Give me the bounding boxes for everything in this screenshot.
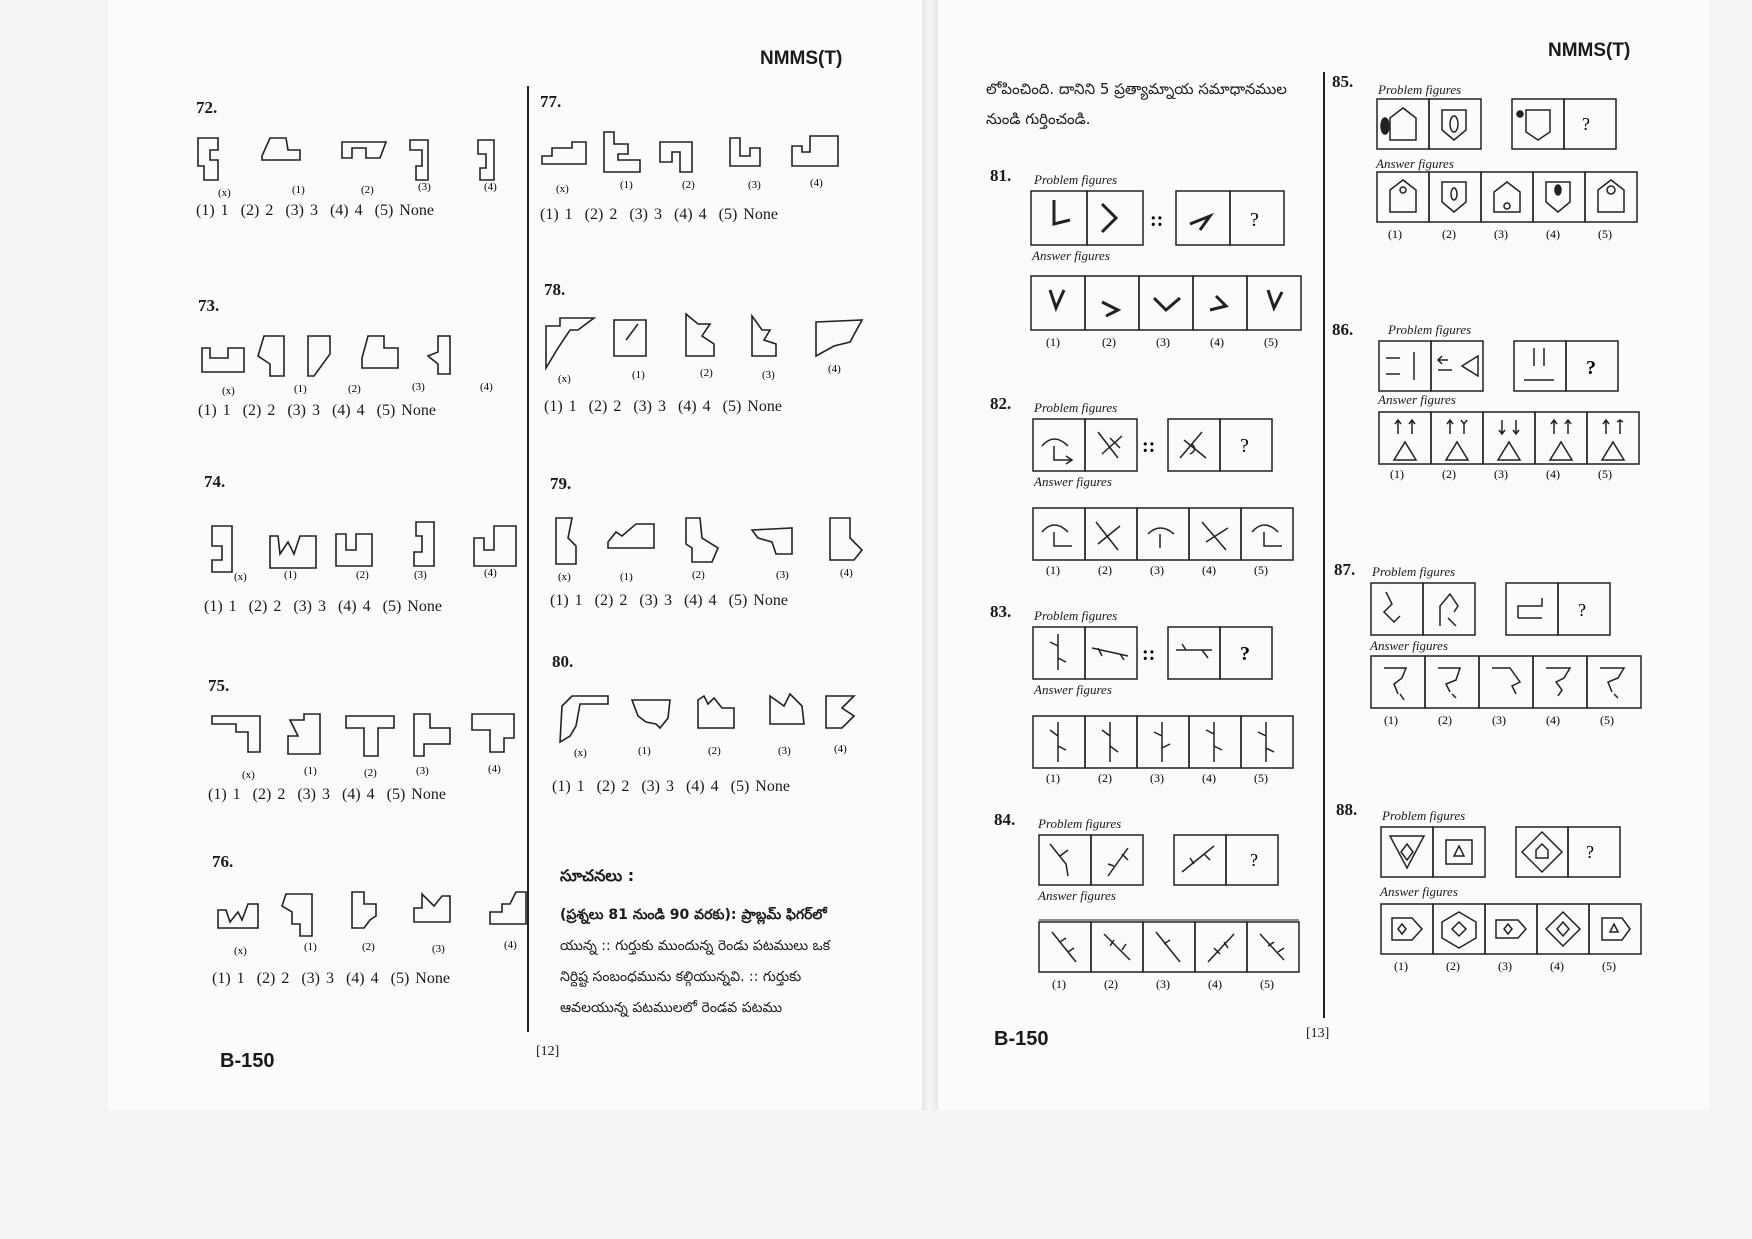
svg-text:(3): (3) [776,569,789,581]
svg-text:(x): (x) [574,747,587,759]
question-83 [990,602,1310,785]
svg-text:(x): (x) [556,183,569,195]
svg-text:::: :: [1142,643,1156,665]
question-number: 79. [550,474,572,493]
figure-1 [608,524,654,548]
svg-text:?: ? [1582,114,1590,134]
instruction-line: నిర్దిష్ట సంబంధమును కల్గియున్నవి. :: గుర్తుకు [560,969,802,985]
right-page-header: NMMS(T) [1548,40,1631,61]
svg-text:(2): (2) [1438,713,1452,727]
svg-text:?: ? [1250,209,1259,231]
question-74-figures [204,502,534,582]
answer-options: (1) 1 (2) 2 (3) 3 (4) 4 (5) None [196,202,434,219]
figure-3 [410,140,428,180]
figure-2 [346,716,394,756]
svg-text:(4): (4) [828,363,841,375]
instruction-line: యున్న :: గుర్తుకు ముందున్న రెండు పటములు ఒక [560,938,831,954]
figure-x [202,348,244,372]
svg-text:(4): (4) [1202,563,1216,577]
svg-text:?: ? [1240,435,1249,457]
figure-2 [686,314,714,356]
question-number: 83. [990,602,1012,621]
figure-label: (1) [292,184,305,196]
question-number: 78. [544,280,566,299]
svg-text:(5): (5) [1602,959,1616,973]
svg-text:(4): (4) [834,743,847,755]
svg-text:(5): (5) [1254,771,1268,785]
figure-x [212,716,260,752]
svg-text:(1): (1) [620,571,633,583]
question-number: 84. [994,810,1016,829]
question-87-figures [1370,582,1660,732]
svg-text:(1): (1) [284,569,297,581]
problem-figures-label: Problem figures [1038,816,1122,831]
problem-figures-label: Problem figures [1034,172,1118,187]
svg-text:(1): (1) [304,765,317,777]
figure-3 [414,522,434,566]
right-page-number: [13] [1306,1026,1330,1041]
figure-2 [352,892,376,928]
svg-text:(2): (2) [708,745,721,757]
problem-figures-label: Problem figures [1388,322,1472,337]
question-number: 88. [1336,800,1358,819]
right-footer-code: B-150 [994,1028,1049,1050]
question-76-figures [212,882,542,962]
figure-3 [362,336,398,368]
question-number: 81. [990,166,1012,185]
question-number: 77. [540,92,562,111]
figure-2 [660,142,692,172]
svg-text:(4): (4) [1546,713,1560,727]
figure-4 [830,518,862,560]
instruction-line: (ప్రశ్నలు 81 నుండి 90 వరకు): ప్రాబ్లమ్ ఫిగర్‌లో [560,907,827,923]
svg-text:(5): (5) [1598,467,1612,481]
svg-text:(3): (3) [748,179,761,191]
svg-text:(1): (1) [620,179,633,191]
instruction-line: ఆవలయున్న పటములలో రెండవ పటము [560,1000,783,1016]
figure-3 [730,138,760,166]
question-79-figures [550,504,880,584]
question-number: 76. [212,852,234,871]
figure-label: (x) [218,187,231,199]
svg-text:(4): (4) [480,381,493,393]
svg-text:(3): (3) [1156,977,1170,991]
svg-text:(3): (3) [762,369,775,381]
question-number: 85. [1332,72,1354,91]
svg-text:(2): (2) [1102,335,1116,349]
figure-4 [826,696,854,728]
svg-text:(3): (3) [778,745,791,757]
svg-text:(1): (1) [632,369,645,381]
instructions-title: సూచనలు : [560,866,635,885]
svg-text:(x): (x) [558,571,571,583]
problem-figures-label: Problem figures [1034,400,1118,415]
question-78-figures [544,310,874,390]
svg-text:(4): (4) [840,567,853,579]
svg-text:(2): (2) [1104,977,1118,991]
left-page-number: [12] [536,1044,560,1059]
answer-options: (1) 1 (2) 2 (3) 3 (4) 4 (5) None [208,786,446,803]
question-72-figures [196,128,526,198]
svg-text:(1): (1) [304,941,317,953]
svg-text:(x): (x) [234,571,247,583]
svg-text:(2): (2) [700,367,713,379]
figure-1 [282,894,312,936]
figure-x [546,318,594,368]
figure-4 [478,140,494,180]
figure-3 [414,894,450,922]
problem-figures-label: Problem figures [1372,564,1456,579]
svg-text:(4): (4) [484,567,497,579]
figure-x [556,518,576,564]
question-88 [1336,800,1676,980]
svg-text:?: ? [1250,850,1258,870]
answer-options: (1) 1 (2) 2 (3) 3 (4) 4 (5) None [544,398,782,415]
svg-text:(1): (1) [1390,467,1404,481]
svg-text:(3): (3) [414,569,427,581]
svg-text:(1): (1) [1046,563,1060,577]
svg-text:(2): (2) [1442,227,1456,241]
figure-2 [336,534,372,566]
svg-text:(1): (1) [1394,959,1408,973]
svg-text:(1): (1) [1046,335,1060,349]
question-77-figures [540,122,870,202]
svg-text:(5): (5) [1598,227,1612,241]
figure-x [198,138,218,180]
figure-4 [816,320,862,356]
question-75-figures [208,706,538,786]
left-footer-code: B-150 [220,1050,275,1072]
svg-text:?: ? [1586,357,1596,379]
figure-x [212,526,232,572]
svg-text:(2): (2) [1446,959,1460,973]
left-page-header: NMMS(T) [760,48,843,69]
question-number: 74. [204,472,226,491]
svg-text:(4): (4) [1546,467,1560,481]
figure-4 [474,526,516,566]
svg-text:(3): (3) [1498,959,1512,973]
svg-text:::: :: [1150,209,1164,231]
question-85-figures [1376,98,1666,248]
question-81 [990,166,1310,349]
figure-x [218,904,258,928]
svg-text:(1): (1) [1388,227,1402,241]
figure-1 [632,700,670,728]
svg-text:(4): (4) [504,939,517,951]
answer-figures-label: Answer figures [1032,248,1110,263]
figure-3 [414,714,450,756]
question-81-figures [1030,190,1310,349]
answer-options: (1) 1 (2) 2 (3) 3 (4) 4 (5) None [198,402,436,419]
answer-figures-label: Answer figures [1370,638,1448,653]
question-85 [1332,72,1672,252]
figure-x [542,142,586,164]
svg-text:?: ? [1578,600,1586,620]
svg-text:(5): (5) [1254,563,1268,577]
question-number: 80. [552,652,574,671]
figure-1 [262,138,300,160]
question-84 [994,810,1314,990]
question-86 [1332,320,1672,500]
svg-text:(2): (2) [1098,563,1112,577]
svg-text:(3): (3) [432,943,445,955]
svg-text:(3): (3) [1494,467,1508,481]
svg-text:(2): (2) [364,767,377,779]
svg-text:(2): (2) [692,569,705,581]
question-number: 73. [198,296,220,315]
svg-text:?: ? [1240,643,1250,665]
svg-text:(4): (4) [1208,977,1222,991]
figure-4 [792,136,838,166]
svg-text:(3): (3) [1492,713,1506,727]
question-number: 72. [196,98,218,117]
question-number: 86. [1332,320,1354,339]
svg-text:(3): (3) [1150,563,1164,577]
instructions-text [560,900,880,1024]
svg-text:(5): (5) [1264,335,1278,349]
question-88-figures [1380,826,1670,976]
question-82 [990,394,1310,577]
answer-figures-label: Answer figures [1378,392,1456,407]
figure-2 [342,142,386,158]
answer-options: (1) 1 (2) 2 (3) 3 (4) 4 (5) None [212,970,450,987]
problem-figures-label: Problem figures [1378,82,1462,97]
svg-text:(1): (1) [638,745,651,757]
figure-2 [698,696,734,728]
svg-text:(5): (5) [1260,977,1274,991]
svg-text:(3): (3) [1150,771,1164,785]
svg-text:(2): (2) [682,179,695,191]
answer-figures-label: Answer figures [1380,884,1458,899]
svg-text:(2): (2) [1098,771,1112,785]
question-84-figures [1038,834,1318,991]
figure-4 [428,336,450,374]
figure-1 [288,714,320,754]
svg-text:(x): (x) [222,385,235,397]
figure-1 [614,320,646,356]
svg-text:(4): (4) [1546,227,1560,241]
question-73-figures [198,326,528,396]
svg-text:(4): (4) [1210,335,1224,349]
figure-label: (4) [484,181,497,193]
svg-text:(2): (2) [1442,467,1456,481]
svg-text:(1): (1) [1384,713,1398,727]
figure-3 [752,316,776,356]
svg-text:(1): (1) [1046,771,1060,785]
answer-figures-label: Answer figures [1376,156,1454,171]
answer-figures-label: Answer figures [1034,682,1112,697]
figure-2 [308,336,330,376]
figure-2 [686,518,718,562]
svg-text:(x): (x) [558,373,571,385]
answer-options: (1) 1 (2) 2 (3) 3 (4) 4 (5) None [540,206,778,223]
answer-figures-label: Answer figures [1038,888,1116,903]
question-number: 75. [208,676,230,695]
figure-x [560,696,608,742]
svg-text:(2): (2) [348,383,361,395]
figure-3 [752,528,792,554]
svg-text:::: :: [1142,435,1156,457]
svg-text:(2): (2) [356,569,369,581]
svg-text:(4): (4) [1202,771,1216,785]
figure-label: (2) [361,184,374,196]
svg-text:(4): (4) [1550,959,1564,973]
figure-1 [258,336,284,376]
svg-text:(4): (4) [488,763,501,775]
svg-text:(1): (1) [1052,977,1066,991]
question-number: 87. [1334,560,1356,579]
question-83-figures [1032,626,1312,785]
question-87 [1334,560,1674,740]
svg-text:(3): (3) [1494,227,1508,241]
answer-figures-label: Answer figures [1034,474,1112,489]
continuation-text: లోపించింది. దానిని 5 ప్రత్యామ్నాయ సమాధానముల నుండి గుర్తించండి. [986,80,1287,128]
svg-text:(3): (3) [1156,335,1170,349]
answer-options: (1) 1 (2) 2 (3) 3 (4) 4 (5) None [552,778,790,795]
right-column-divider [1323,72,1325,1018]
question-82-figures [1032,418,1312,577]
question-80-figures [552,682,882,762]
svg-text:(1): (1) [294,383,307,395]
problem-figures-label: Problem figures [1382,808,1466,823]
problem-figures-label: Problem figures [1034,608,1118,623]
svg-text:(4): (4) [810,177,823,189]
figure-1 [604,132,640,172]
answer-options: (1) 1 (2) 2 (3) 3 (4) 4 (5) None [550,592,788,609]
svg-text:(3): (3) [412,381,425,393]
question-number: 82. [990,394,1012,413]
question-86-figures [1378,340,1668,490]
answer-options: (1) 1 (2) 2 (3) 3 (4) 4 (5) None [204,598,442,615]
figure-1 [270,536,316,568]
page-fold [922,0,938,1110]
svg-text:?: ? [1586,842,1594,862]
figure-label: (3) [418,181,431,193]
svg-text:(x): (x) [242,769,255,781]
svg-text:(3): (3) [416,765,429,777]
figure-4 [490,892,526,924]
figure-4 [472,714,514,752]
svg-text:(x): (x) [234,945,247,957]
svg-text:(5): (5) [1600,713,1614,727]
svg-text:(2): (2) [362,941,375,953]
figure-3 [770,694,804,724]
